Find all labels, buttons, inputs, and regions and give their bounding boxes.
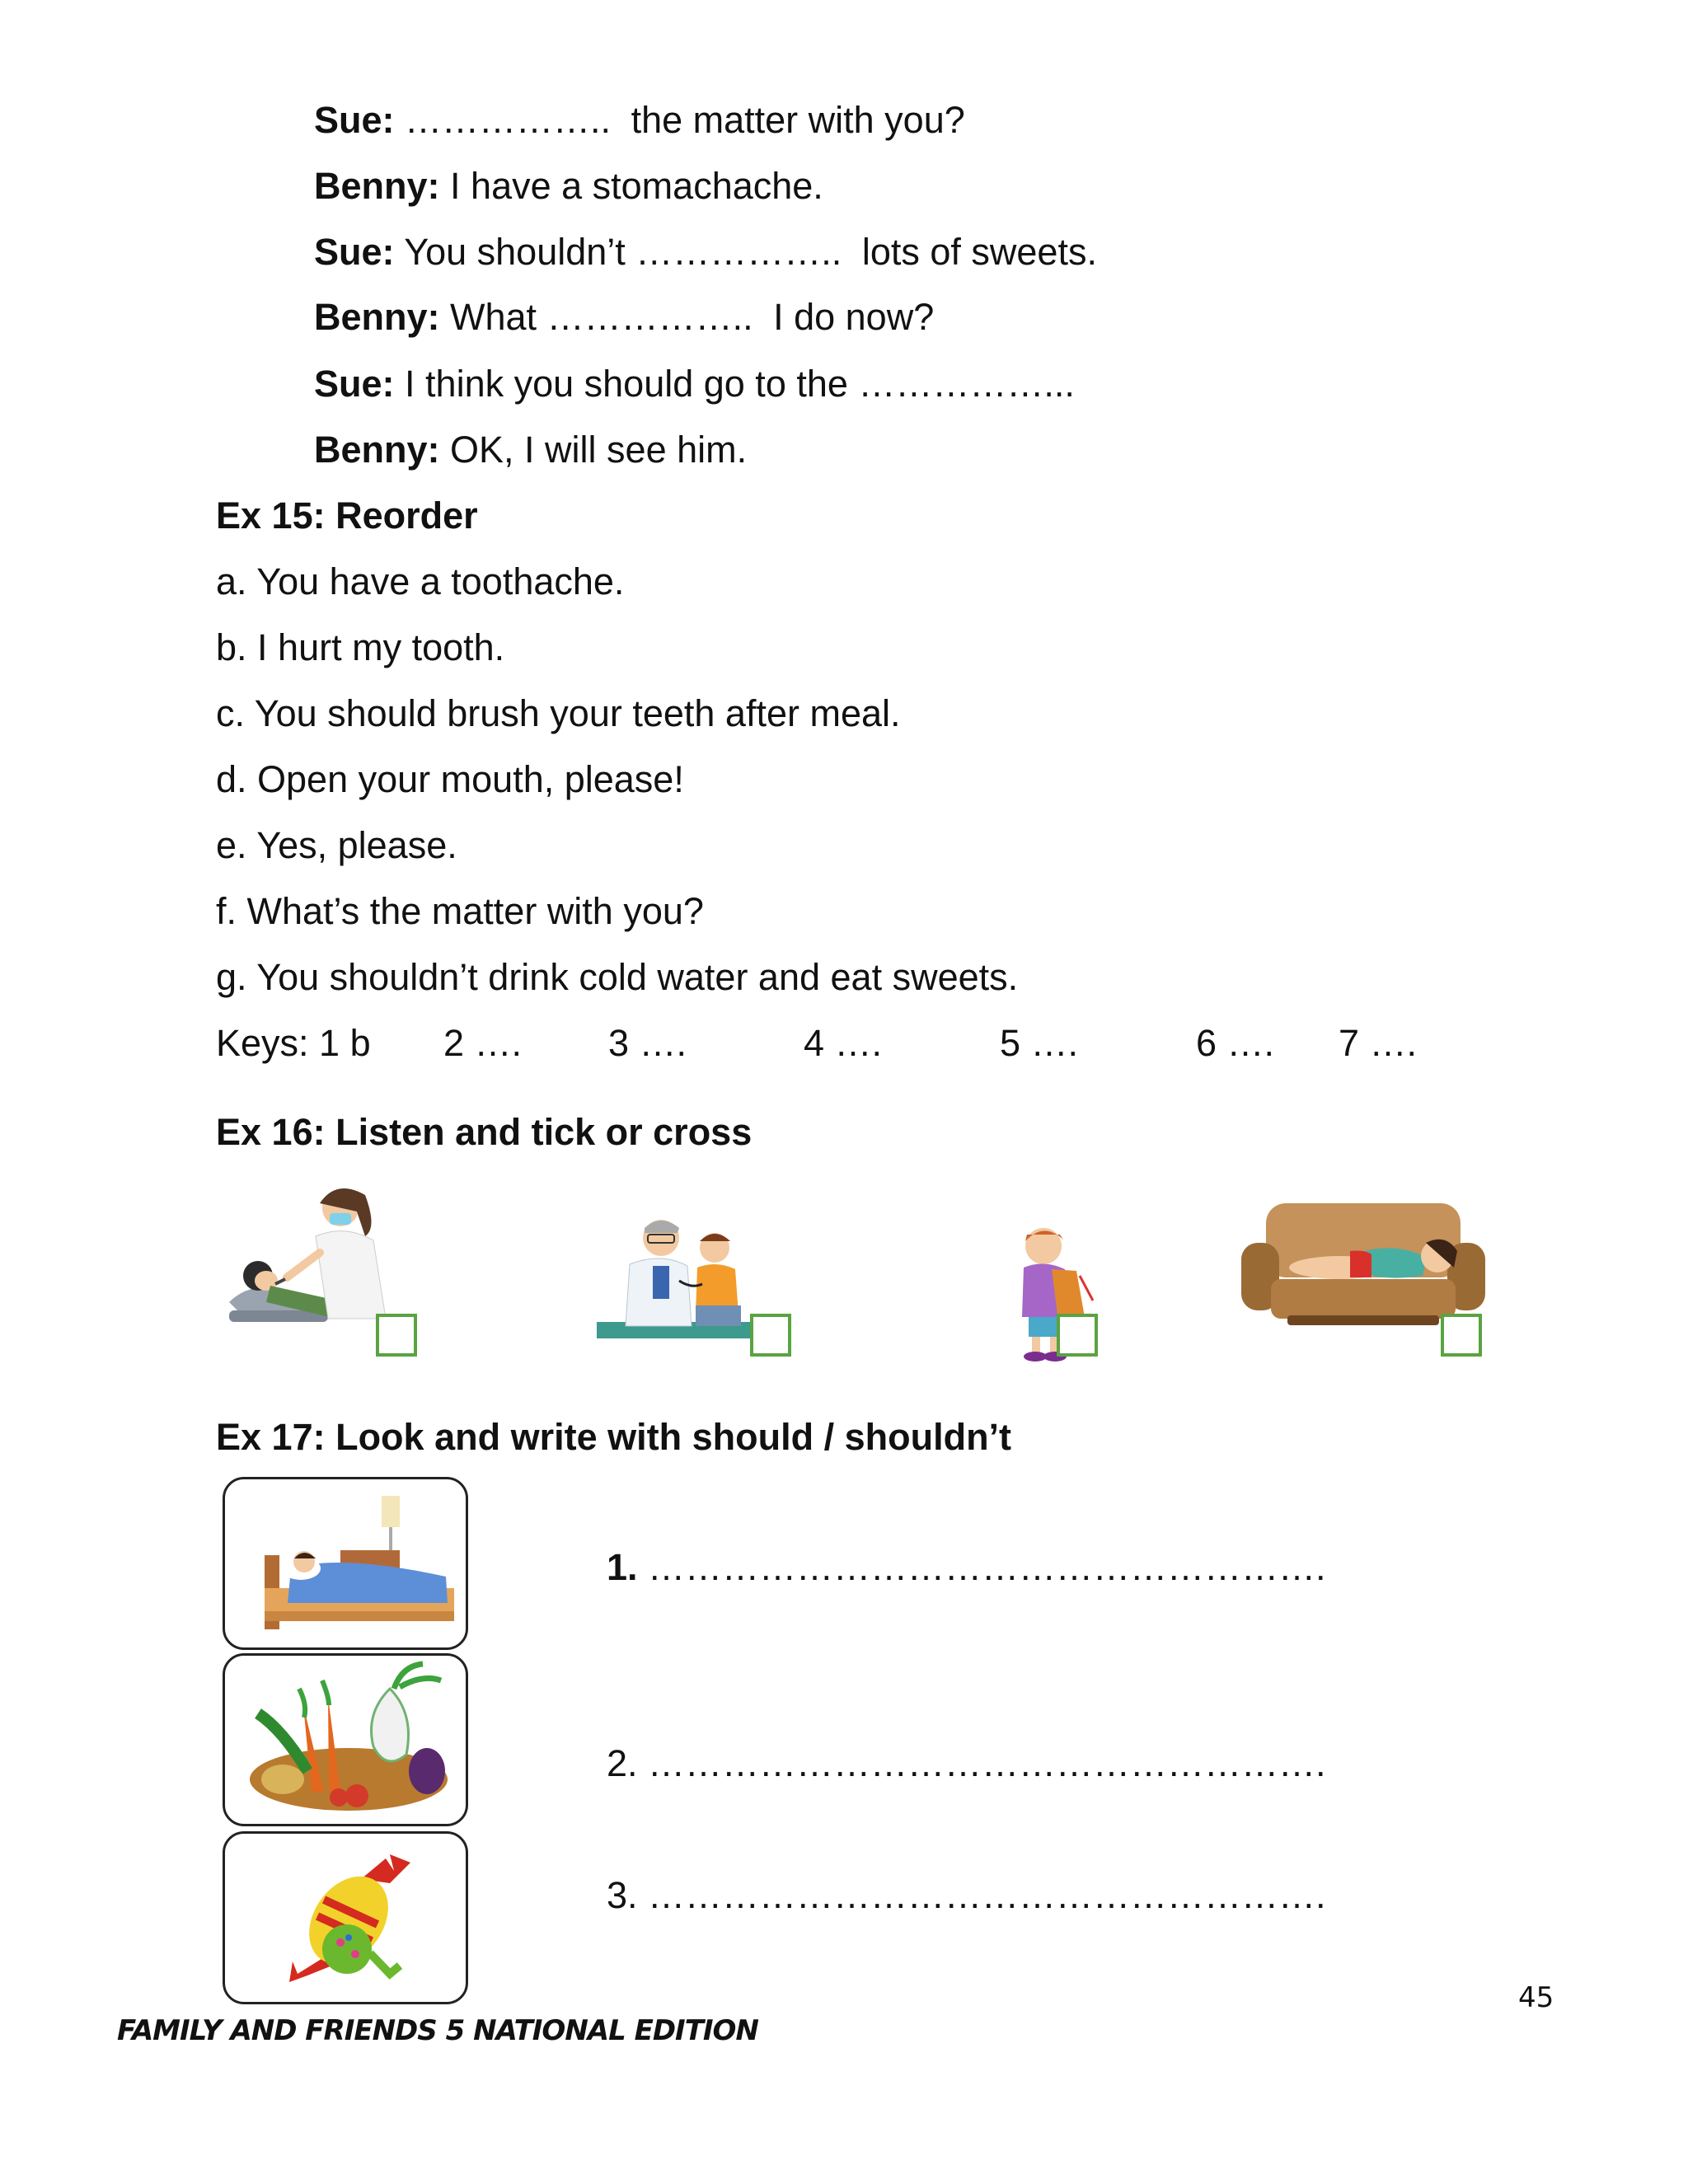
- blank: ……………..: [405, 99, 612, 141]
- dialogue-line-4: [314, 294, 934, 340]
- speaker: Benny:: [314, 165, 440, 207]
- ex15-item-b: b. I hurt my tooth.: [216, 626, 505, 668]
- ex15-key-1: Keys: 1 b: [216, 1022, 371, 1064]
- vegetables-icon: [223, 1653, 468, 1826]
- speaker: Sue:: [314, 231, 395, 273]
- ex15-heading: Ex 15: Reorder: [216, 494, 478, 537]
- ex15-item-e: e. Yes, please.: [216, 824, 457, 866]
- speaker: Benny:: [314, 296, 440, 338]
- line-number: 3.: [607, 1874, 638, 1916]
- answer-dots: ……………………………………………….: [648, 1546, 1326, 1588]
- answer-dots: ……………………………………………….: [648, 1874, 1326, 1916]
- line-number: 1.: [607, 1546, 638, 1588]
- dentist-icon: [221, 1179, 419, 1335]
- dialogue-text: OK, I will see him.: [450, 429, 748, 471]
- dialogue-line-2: [314, 163, 823, 209]
- dialogue-text: the matter with you?: [631, 99, 965, 141]
- bed-rest-icon: [223, 1477, 468, 1650]
- ex16-checkbox-4[interactable]: [1441, 1314, 1482, 1357]
- sofa-rest-icon: [1241, 1200, 1485, 1332]
- dialogue-text: I have a stomachache.: [450, 165, 823, 207]
- ex15-key-7[interactable]: 7 ….: [1339, 1022, 1418, 1064]
- doctor-checkup-icon: [597, 1215, 762, 1338]
- page-number: 45: [1518, 1981, 1554, 2014]
- ex15-key-6[interactable]: 6 ….: [1196, 1022, 1275, 1064]
- ex15-item-f: f. What’s the matter with you?: [216, 890, 704, 932]
- ex17-answer-line-2[interactable]: [607, 1741, 1326, 1787]
- footer-title: FAMILY AND FRIENDS 5 NATIONAL EDITION: [117, 2014, 758, 2047]
- line-number: 2.: [607, 1742, 638, 1784]
- ex15-key-5[interactable]: 5 ….: [1000, 1022, 1079, 1064]
- ex15-item-g: g. You shouldn’t drink cold water and eat sweets.: [216, 956, 1019, 998]
- ex15-item-a: a. You have a toothache.: [216, 560, 625, 602]
- candy-icon: [223, 1831, 468, 2004]
- speaker: Sue:: [314, 99, 395, 141]
- dialogue-text: What ……………..: [450, 296, 753, 338]
- ex16-checkbox-2[interactable]: [750, 1314, 791, 1357]
- ex17-answer-line-3[interactable]: [607, 1872, 1326, 1919]
- ex16-checkbox-3[interactable]: [1057, 1314, 1098, 1357]
- ex15-item-c: c. You should brush your teeth after meal.: [216, 692, 901, 734]
- dialogue-line-5: [314, 361, 1075, 407]
- dialogue-line-3: [314, 229, 1097, 275]
- ex15-key-3[interactable]: 3 ….: [608, 1022, 687, 1064]
- speaker: Sue:: [314, 363, 395, 405]
- ex17-heading: Ex 17: Look and write with should / shouldn’t: [216, 1416, 1012, 1458]
- dialogue-text: I think you should go to the ……………...: [405, 363, 1075, 405]
- ex15-item-d: d. Open your mouth, please!: [216, 758, 684, 800]
- dialogue-text: You shouldn’t ……………..: [404, 231, 842, 273]
- ex16-heading: Ex 16: Listen and tick or cross: [216, 1111, 753, 1153]
- dialogue-text: I do now?: [773, 296, 935, 338]
- answer-dots: ……………………………………………….: [648, 1742, 1326, 1784]
- speaker: Benny:: [314, 429, 440, 471]
- dialogue-line-6: [314, 427, 747, 473]
- ex16-checkbox-1[interactable]: [376, 1314, 417, 1357]
- ex15-key-4[interactable]: 4 ….: [804, 1022, 883, 1064]
- dialogue-line-1: [314, 97, 965, 143]
- ex15-key-2[interactable]: 2 ….: [443, 1022, 523, 1064]
- dialogue-text: lots of sweets.: [861, 231, 1097, 273]
- ex17-answer-line-1[interactable]: [607, 1544, 1326, 1591]
